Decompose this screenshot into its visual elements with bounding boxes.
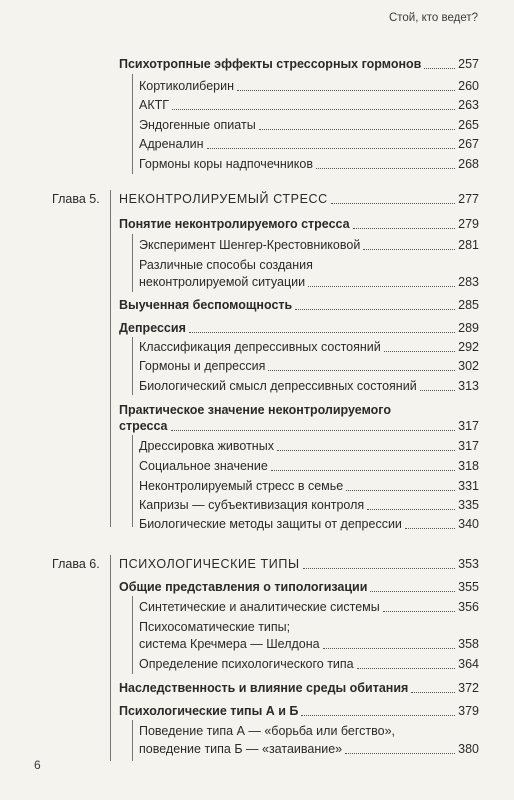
toc-section	[119, 216, 479, 232]
toc-section-title: Практическое значение неконтролируемого	[119, 403, 391, 417]
toc-page-number: 340	[458, 517, 479, 531]
toc-subsection-title: Эксперимент Шенгер-Крестовниковой	[139, 238, 361, 252]
toc-section-title: Понятие неконтролируемого стресса	[119, 217, 350, 231]
page-number: 6	[34, 758, 41, 772]
toc-page-number: 265	[458, 118, 479, 132]
toc-page-number: 257	[458, 57, 479, 71]
toc-page-number: 292	[458, 340, 479, 354]
dot-leader	[295, 309, 455, 310]
toc-page-number: 260	[458, 79, 479, 93]
chapter-label: Глава 6.	[52, 557, 100, 571]
toc-subsection-title: Психосоматические типы;	[139, 620, 291, 634]
toc-subsection-title: Определение психологического типа	[139, 657, 354, 671]
dot-leader	[357, 668, 456, 669]
toc-subsection	[139, 516, 479, 532]
toc-section	[119, 703, 479, 719]
indent-rule	[132, 74, 133, 174]
toc-subsection-title: Поведение типа А — «борьба или бегство»,	[139, 724, 396, 738]
toc-page-number: 331	[458, 479, 479, 493]
toc-subsection	[139, 97, 479, 113]
toc-subsection-title: Кортиколиберин	[139, 79, 234, 93]
dot-leader	[345, 753, 455, 754]
dot-leader	[405, 528, 455, 529]
toc-section-continued	[119, 418, 479, 434]
dot-leader	[316, 168, 455, 169]
toc-page-number: 380	[458, 742, 479, 756]
toc-subsection-title: Социальное значение	[139, 459, 268, 473]
dot-leader	[424, 68, 455, 69]
dot-leader	[420, 390, 455, 391]
toc-page-number: 289	[458, 321, 479, 335]
toc-subsection	[139, 117, 479, 133]
dot-leader	[207, 148, 456, 149]
dot-leader	[411, 692, 455, 693]
toc-subsection	[139, 478, 479, 494]
toc-section-title: Общие представления о типологизации	[119, 580, 368, 594]
toc-page-number: 302	[458, 359, 479, 373]
toc-section	[119, 297, 479, 313]
dot-leader	[271, 470, 455, 471]
toc-subsection	[139, 723, 479, 739]
toc-subsection-title: АКТГ	[139, 98, 170, 112]
toc-section-title: Депрессия	[119, 321, 186, 335]
toc-subsection-title: Неконтролируемый стресс в семье	[139, 479, 344, 493]
toc-page-number: 277	[458, 192, 479, 206]
toc-page-number: 317	[458, 419, 479, 433]
toc-subsection	[139, 78, 479, 94]
toc-section	[119, 579, 479, 595]
toc-section-title: Психотропные эффекты стрессорных гормонов	[119, 57, 422, 71]
toc-subsection	[139, 619, 479, 635]
toc-section-title: Наследственность и влияние среды обитания	[119, 681, 409, 695]
toc-subsection-continued	[139, 741, 479, 757]
toc-page-number: 267	[458, 137, 479, 151]
toc-subsection	[139, 257, 479, 273]
dot-leader	[237, 90, 455, 91]
toc-page-number: 353	[458, 557, 479, 571]
chapter-rule	[110, 190, 111, 527]
toc-page-number: 372	[458, 681, 479, 695]
toc-section-title: Выученная беспомощность	[119, 298, 293, 312]
dot-leader	[383, 611, 455, 612]
indent-rule	[132, 720, 133, 761]
toc-subsection-title-line2: система Кречмера — Шелдона	[139, 637, 320, 651]
toc-subsection-continued	[139, 636, 479, 652]
toc-subsection	[139, 358, 479, 374]
toc-page-number: 379	[458, 704, 479, 718]
toc-subsection-title: Гормоны коры надпочечников	[139, 157, 313, 171]
toc-subsection-title: Различные способы создания	[139, 258, 313, 272]
running-head: Стой, кто ведет?	[388, 12, 478, 24]
toc-subsection	[139, 156, 479, 172]
dot-leader	[303, 568, 456, 569]
dot-leader	[323, 648, 456, 649]
indent-rule	[132, 596, 133, 674]
dot-leader	[384, 351, 455, 352]
toc-subsection-title: Гормоны и депрессия	[139, 359, 266, 373]
dot-leader	[346, 490, 455, 491]
dot-leader	[363, 249, 455, 250]
toc-chapter-title: НЕКОНТРОЛИРУЕМЫЙ СТРЕСС	[119, 192, 328, 206]
toc-subsection	[139, 237, 479, 253]
toc-subsection-title: Капризы — субъективизация контроля	[139, 498, 365, 512]
toc-page-number: 318	[458, 459, 479, 473]
toc-page-number: 364	[458, 657, 479, 671]
toc-subsection	[139, 136, 479, 152]
toc-subsection-title-line2: поведение типа Б — «затаивание»	[139, 742, 343, 756]
toc-page-number: 279	[458, 217, 479, 231]
toc-page-number: 313	[458, 379, 479, 393]
dot-leader	[268, 370, 455, 371]
toc-page-number: 268	[458, 157, 479, 171]
dot-leader	[301, 715, 455, 716]
toc-subsection-title: Дрессировка животных	[139, 439, 274, 453]
dot-leader	[367, 509, 455, 510]
toc-subsection-title: Биологический смысл депрессивных состояний	[139, 379, 417, 393]
dot-leader	[353, 228, 456, 229]
toc-subsection	[139, 656, 479, 672]
toc-subsection	[139, 378, 479, 394]
chapter-rule	[110, 555, 111, 761]
toc-section	[119, 56, 479, 72]
dot-leader	[172, 109, 455, 110]
toc-subsection-title: Адреналин	[139, 137, 204, 151]
toc-subsection	[139, 599, 479, 615]
dot-leader	[277, 450, 455, 451]
indent-rule	[132, 234, 133, 292]
toc-section-title-line2: стресса	[119, 419, 168, 433]
toc-page-number: 335	[458, 498, 479, 512]
toc-subsection	[139, 438, 479, 454]
toc-subsection-title-line2: неконтролируемой ситуации	[139, 275, 306, 289]
toc-subsection-title: Эндогенные опиаты	[139, 118, 256, 132]
dot-leader	[189, 332, 455, 333]
toc-subsection-continued	[139, 274, 479, 290]
toc-section	[119, 680, 479, 696]
toc-page-number: 317	[458, 439, 479, 453]
toc-subsection-title: Синтетические и аналитические системы	[139, 600, 380, 614]
dot-leader	[308, 286, 455, 287]
dot-leader	[171, 430, 456, 431]
toc-page-number: 285	[458, 298, 479, 312]
toc-page-number: 358	[458, 637, 479, 651]
dot-leader	[370, 591, 455, 592]
indent-rule	[132, 435, 133, 527]
toc-chapter	[119, 556, 479, 572]
toc-subsection	[139, 458, 479, 474]
toc-chapter	[119, 191, 479, 207]
toc-page-number: 281	[458, 238, 479, 252]
toc-page-number: 263	[458, 98, 479, 112]
chapter-label: Глава 5.	[52, 192, 100, 206]
toc-subsection	[139, 339, 479, 355]
toc-page-number: 283	[458, 275, 479, 289]
toc-section	[119, 320, 479, 336]
toc-section	[119, 402, 479, 418]
dot-leader	[259, 129, 455, 130]
toc-chapter-title: ПСИХОЛОГИЧЕСКИЕ ТИПЫ	[119, 557, 300, 571]
dot-leader	[331, 203, 455, 204]
toc-page-number: 355	[458, 580, 479, 594]
toc-section-title: Психологические типы А и Б	[119, 704, 299, 718]
toc-subsection-title: Биологические методы защиты от депрессии	[139, 517, 402, 531]
indent-rule	[132, 337, 133, 395]
toc-page-number: 356	[458, 600, 479, 614]
toc-subsection	[139, 497, 479, 513]
toc-subsection-title: Классификация депрессивных состояний	[139, 340, 381, 354]
